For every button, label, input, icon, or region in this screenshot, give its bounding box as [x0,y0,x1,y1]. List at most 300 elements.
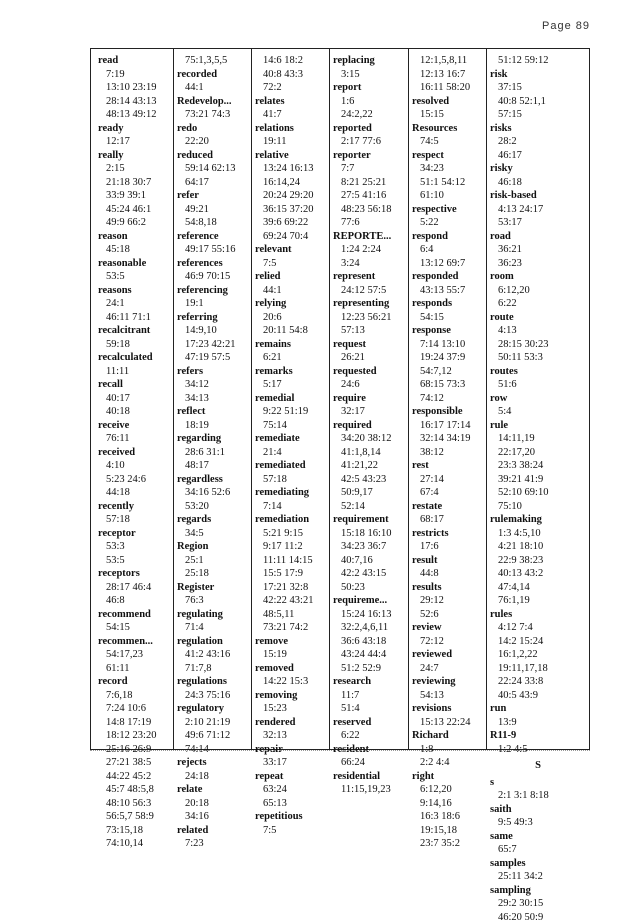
page-line-ref: 12:23 56:21 [333,311,413,325]
index-entry [98,527,178,568]
index-table [90,48,590,750]
page-line-ref: 45:24 46:1 [98,203,178,217]
page-line-ref: 15:24 16:13 [333,608,413,622]
index-term: reserved [333,716,413,730]
index-entry [412,648,492,675]
index-term: reasons [98,284,178,298]
index-term: residential [333,770,413,784]
index-entry [333,81,413,122]
index-entry [490,392,586,419]
page-line-ref: 73:15,18 [98,824,178,838]
index-entry [490,830,586,857]
page-line-ref: 46:9 70:15 [177,270,257,284]
page-line-ref: 22:9 38:23 [490,554,586,568]
page-line-ref: 14:8 17:19 [98,716,178,730]
page-line-ref: 5:21 9:15 [255,527,335,541]
index-term: receptors [98,567,178,581]
index-entry [177,432,257,473]
index-entry [98,635,178,676]
page-line-ref: 41:1,8,14 [333,446,413,460]
page-line-ref: 63:24 [255,783,335,797]
index-term: related [177,824,257,838]
page-line-ref: 25:1 [177,554,257,568]
index-entry [333,770,413,797]
index-term: remediating [255,486,335,500]
index-entry [412,54,492,95]
index-term: samples [490,857,586,871]
page-line-ref: 25:11 34:2 [490,870,586,884]
index-entry [255,635,335,662]
index-entry [177,189,257,230]
index-term: remedial [255,392,335,406]
page-line-ref: 9:22 51:19 [255,405,335,419]
index-entry [490,189,586,230]
page-line-ref: 4:21 18:10 [490,540,586,554]
page-line-ref: 76:1,19 [490,594,586,608]
index-term: Resources [412,122,492,136]
page-line-ref: 24:1 [98,297,178,311]
page-line-ref: 75:1,3,5,5 [177,54,257,68]
index-entry [490,68,586,122]
page-line-ref: 75:14 [255,419,335,433]
index-entry [412,297,492,324]
page-line-ref: 26:21 [333,351,413,365]
page-line-ref: 74:10,14 [98,837,178,851]
index-term: relevant [255,243,335,257]
index-term: relates [255,95,335,109]
index-term: result [412,554,492,568]
index-entry [412,149,492,203]
page-line-ref: 13:12 69:7 [412,257,492,271]
page-line-ref: 50:11 53:3 [490,351,586,365]
page-line-ref: 1:8 [412,743,492,757]
page-line-ref: 47:4,14 [490,581,586,595]
index-entry [177,581,257,608]
index-term: risk-based [490,189,586,203]
page-line-ref: 44:1 [255,284,335,298]
index-entry [333,743,413,770]
page-line-ref: 15:19 [255,648,335,662]
page-line-ref: 71:7,8 [177,662,257,676]
index-term: reference [177,230,257,244]
page-line-ref: 14:6 18:2 [255,54,335,68]
page-line-ref: 65:13 [255,797,335,811]
index-term: really [98,149,178,163]
page-line-ref: 67:4 [412,486,492,500]
page-line-ref: 28:14 43:13 [98,95,178,109]
page-line-ref: 19:11 [255,135,335,149]
page-line-ref: 14:2 15:24 [490,635,586,649]
page-line-ref: 4:12 7:4 [490,621,586,635]
page-line-ref: 45:7 48:5,8 [98,783,178,797]
index-entry [255,149,335,244]
index-entry [412,621,492,648]
page-line-ref: 34:16 52:6 [177,486,257,500]
page-line-ref: 40:5 43:9 [490,689,586,703]
index-entry [333,149,413,230]
index-term: regarding [177,432,257,446]
index-term: Richard [412,729,492,743]
page-line-ref: 54:15 [412,311,492,325]
index-term: relying [255,297,335,311]
index-term: same [490,830,586,844]
index-term: rule [490,419,586,433]
index-entry [177,284,257,311]
page-line-ref: 33:9 39:1 [98,189,178,203]
index-term: recently [98,500,178,514]
index-term: represent [333,270,413,284]
index-entry [490,230,586,271]
index-entry [333,392,413,419]
page-line-ref: 19:24 37:9 [412,351,492,365]
index-entry [333,230,413,271]
page-line-ref: 36:21 [490,243,586,257]
page-line-ref: 50:23 [333,581,413,595]
page-line-ref: 5:22 [412,216,492,230]
index-term: respect [412,149,492,163]
index-term: s [490,776,586,790]
index-term: room [490,270,586,284]
page-line-ref: 66:24 [333,756,413,770]
page-line-ref: 65:7 [490,843,586,857]
index-entry [98,446,178,500]
index-entry [177,54,257,68]
page-line-ref: 24:12 57:5 [333,284,413,298]
page-line-ref: 49:9 66:2 [98,216,178,230]
index-term: removed [255,662,335,676]
index-term: risky [490,162,586,176]
page-line-ref: 54:7,12 [412,365,492,379]
page-line-ref: 15:15 [412,108,492,122]
page-line-ref: 9:17 11:2 [255,540,335,554]
page-line-ref: 17:23 42:21 [177,338,257,352]
index-term: regardless [177,473,257,487]
page-line-ref: 4:10 [98,459,178,473]
index-term: repair [255,743,335,757]
index-term: refer [177,189,257,203]
index-term: regards [177,513,257,527]
page-line-ref: 27:5 41:16 [333,189,413,203]
index-term: recalcitrant [98,324,178,338]
index-term: reflect [177,405,257,419]
index-term: rendered [255,716,335,730]
index-entry [255,810,335,837]
index-term: representing [333,297,413,311]
page-line-ref: 28:17 46:4 [98,581,178,595]
page-line-ref: 34:5 [177,527,257,541]
index-entry [177,702,257,756]
index-term: received [98,446,178,460]
page-line-ref: 7:5 [255,257,335,271]
page-line-ref: 13:10 23:19 [98,81,178,95]
page-line-ref: 69:24 70:4 [255,230,335,244]
page-line-ref: 21:4 [255,446,335,460]
page-line-ref: 6:21 [255,351,335,365]
index-entry [255,122,335,149]
index-term: required [333,419,413,433]
page-line-ref: 57:18 [255,473,335,487]
page-line-ref: 15:5 17:9 [255,567,335,581]
index-term: recall [98,378,178,392]
page-line-ref: 34:16 [177,810,257,824]
page-line-ref: 2:15 [98,162,178,176]
page-line-ref: 76:3 [177,594,257,608]
index-entry [98,351,178,378]
page-line-ref: 54:8,18 [177,216,257,230]
page-line-ref: 22:17,20 [490,446,586,460]
index-term: response [412,324,492,338]
page-line-ref: 15:13 22:24 [412,716,492,730]
index-term: referencing [177,284,257,298]
page-line-ref: 39:21 41:9 [490,473,586,487]
page-line-ref: 72:2 [255,81,335,95]
page-line-ref: 32:2,4,6,11 [333,621,413,635]
page-line-ref: 34:12 [177,378,257,392]
page-line-ref: 19:11,17,18 [490,662,586,676]
page-line-ref: 77:6 [333,216,413,230]
index-entry [255,365,335,392]
index-term: review [412,621,492,635]
index-entry [490,884,586,924]
page-line-ref: 73:21 74:3 [177,108,257,122]
index-column-2 [177,54,257,851]
page-line-ref: 3:15 [333,68,413,82]
page-line-ref: 28:15 30:23 [490,338,586,352]
page-line-ref: 56:5,7 58:9 [98,810,178,824]
index-entry [177,405,257,432]
page-line-ref: 48:13 49:12 [98,108,178,122]
page-line-ref: 40:8 43:3 [255,68,335,82]
index-entry [98,230,178,257]
page-line-ref: 24:6 [333,378,413,392]
index-term: ready [98,122,178,136]
page-line-ref: 1:2 4:5 [490,743,586,757]
index-entry [333,594,413,675]
index-term: regulating [177,608,257,622]
index-term: remove [255,635,335,649]
column-rule [589,49,590,749]
page-line-ref: 5:23 24:6 [98,473,178,487]
index-entry [412,203,492,230]
index-entry [98,608,178,635]
index-entry [412,270,492,297]
page-line-ref: 15:23 [255,702,335,716]
page-line-ref: 24:7 [412,662,492,676]
index-entry [98,324,178,351]
page-line-ref: 57:15 [490,108,586,122]
page-line-ref: 42:2 43:15 [333,567,413,581]
index-term: respective [412,203,492,217]
index-entry [333,675,413,716]
index-entry [412,405,492,459]
index-term: respond [412,230,492,244]
page-line-ref: 19:1 [177,297,257,311]
index-term: resident [333,743,413,757]
page-line-ref: 18:19 [177,419,257,433]
page-line-ref: 1:3 4:5,10 [490,527,586,541]
index-term: relations [255,122,335,136]
index-term: recalculated [98,351,178,365]
page-line-ref: 34:23 36:7 [333,540,413,554]
index-entry [333,419,413,514]
index-entry [490,702,586,729]
page-line-ref: 5:17 [255,378,335,392]
index-entry [255,716,335,743]
index-term: risks [490,122,586,136]
page-line-ref: 22:24 33:8 [490,675,586,689]
index-term: remediate [255,432,335,446]
page-line-ref: 22:20 [177,135,257,149]
page-line-ref: 14:11,19 [490,432,586,446]
index-entry [98,378,178,419]
page-line-ref: 4:13 [490,324,586,338]
page-line-ref: 50:9,17 [333,486,413,500]
index-term: remains [255,338,335,352]
index-entry [177,95,257,122]
page-line-ref: 7:14 [255,500,335,514]
index-term: risk [490,68,586,82]
index-term: read [98,54,178,68]
index-entry [177,257,257,284]
page-line-ref: 38:12 [412,446,492,460]
index-term: relative [255,149,335,163]
page-line-ref: 16:3 18:6 [412,810,492,824]
index-entry [490,419,586,514]
index-term: requested [333,365,413,379]
index-term: regulation [177,635,257,649]
index-entry [177,149,257,190]
index-term: results [412,581,492,595]
index-column-5 [412,54,492,851]
page-line-ref: 7:6,18 [98,689,178,703]
page-line-ref: 61:10 [412,189,492,203]
index-term: row [490,392,586,406]
index-entry [490,776,586,803]
page-line-ref: 7:24 10:6 [98,702,178,716]
index-entry [255,392,335,433]
index-entry [255,486,335,513]
page-line-ref: 51:4 [333,702,413,716]
page-line-ref: 14:22 15:3 [255,675,335,689]
index-entry [333,270,413,297]
index-entry [333,365,413,392]
index-term: regulatory [177,702,257,716]
page-line-ref: 6:22 [490,297,586,311]
index-entry [98,122,178,149]
index-term: reporter [333,149,413,163]
index-term: remediated [255,459,335,473]
index-term: relied [255,270,335,284]
page-line-ref: 44:22 45:2 [98,770,178,784]
index-term: requirement [333,513,413,527]
index-entry [490,122,586,163]
index-term: run [490,702,586,716]
index-entry [412,581,492,622]
page-line-ref: 6:12,20 [490,284,586,298]
index-term: recommen... [98,635,178,649]
index-term: reviewed [412,648,492,662]
index-column-4 [333,54,413,797]
page-line-ref: 52:10 69:10 [490,486,586,500]
index-entry [490,513,586,608]
page-line-ref: 49:17 55:16 [177,243,257,257]
index-entry [255,338,335,365]
page-line-ref: 53:17 [490,216,586,230]
page-line-ref: 13:24 16:13 [255,162,335,176]
page-line-ref: 1:6 [333,95,413,109]
page-line-ref: 59:14 62:13 [177,162,257,176]
index-entry [177,311,257,365]
page-line-ref: 6:22 [333,729,413,743]
index-term: removing [255,689,335,703]
page-line-ref: 48:5,11 [255,608,335,622]
index-entry [98,500,178,527]
page-line-ref: 16:1,2,22 [490,648,586,662]
index-term: refers [177,365,257,379]
index-column-3 [255,54,335,837]
index-column-1 [98,54,178,851]
page-line-ref: 48:17 [177,459,257,473]
page-line-ref: 20:18 [177,797,257,811]
page-line-ref: 40:13 43:2 [490,567,586,581]
page-line-ref: 24:3 75:16 [177,689,257,703]
index-term: responsible [412,405,492,419]
page-line-ref: 47:19 57:5 [177,351,257,365]
page-line-ref: 41:7 [255,108,335,122]
page-line-ref: 25:16 26:9 [98,743,178,757]
index-entry [98,284,178,325]
index-entry [490,608,586,703]
page-line-ref: 12:13 16:7 [412,68,492,82]
index-term: reduced [177,149,257,163]
index-term: revisions [412,702,492,716]
page-line-ref: 43:24 44:4 [333,648,413,662]
page-line-ref: 61:11 [98,662,178,676]
index-entry [98,257,178,284]
page-line-ref: 11:7 [333,689,413,703]
page-line-ref: 52:14 [333,500,413,514]
page-line-ref: 20:24 29:20 [255,189,335,203]
index-entry [412,675,492,702]
page-line-ref: 29:12 [412,594,492,608]
page-line-ref: 42:22 43:21 [255,594,335,608]
page-line-ref: 46:11 71:1 [98,311,178,325]
index-term: referring [177,311,257,325]
index-entry [177,675,257,702]
index-term: Redevelop... [177,95,257,109]
index-entry [255,743,335,770]
index-entry [255,297,335,338]
index-term: right [412,770,492,784]
page-line-ref: 53:3 [98,540,178,554]
page-line-ref: 51:6 [490,378,586,392]
page-line-ref: 24:18 [177,770,257,784]
index-term: Region [177,540,257,554]
page-line-ref: 4:13 24:17 [490,203,586,217]
index-term: REPORTE... [333,230,413,244]
index-entry [177,608,257,635]
page-line-ref: 17:21 32:8 [255,581,335,595]
index-term: rest [412,459,492,473]
index-term: recommend [98,608,178,622]
page-line-ref: 74:5 [412,135,492,149]
page-line-ref: 40:18 [98,405,178,419]
page-line-ref: 73:21 74:2 [255,621,335,635]
index-term: rulemaking [490,513,586,527]
page-line-ref: 36:23 [490,257,586,271]
index-entry [98,567,178,608]
index-entry [177,473,257,514]
